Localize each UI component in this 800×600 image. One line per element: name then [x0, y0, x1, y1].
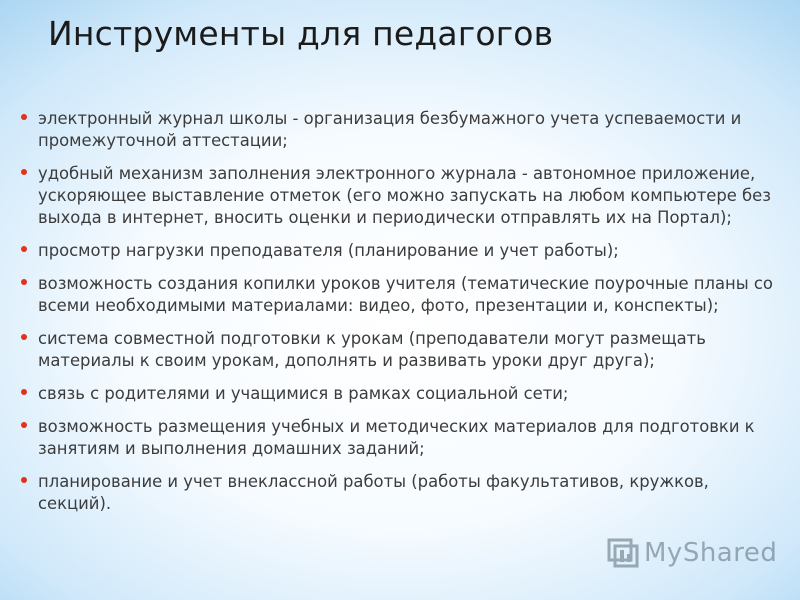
bullet-item [18, 240, 778, 262]
bullet-dot-icon [21, 279, 27, 285]
myshared-logo-icon [606, 536, 640, 570]
bullet-dot-icon [21, 477, 27, 483]
bullet-text: связь с родителями и учащимися в рамках социальной сети; [38, 384, 569, 403]
bullet-item [18, 416, 778, 460]
bullet-item [18, 273, 778, 317]
bullet-item [18, 383, 778, 405]
bullet-dot-icon [21, 389, 27, 395]
bullet-dot-icon [21, 246, 27, 252]
bullet-item [18, 108, 778, 152]
bullet-text: электронный журнал школы - организация безбумажного учета успеваемости и промежуточной аттестации; [38, 109, 742, 150]
bullet-text: планирование и учет внеклассной работы (работы факультативов, кружков, секций). [38, 472, 709, 513]
bullet-text: возможность создания копилки уроков учителя (тематические поурочные планы со всеми необходимыми материалами: видео, фото, презентации и, конспекты); [38, 274, 773, 315]
bullet-text: возможность размещения учебных и методических материалов для подготовки к занятиям и выполнения домашних заданий; [38, 417, 755, 458]
bullet-item [18, 163, 778, 229]
bullet-text: просмотр нагрузки преподавателя (планирование и учет работы); [38, 241, 619, 260]
bullet-list [18, 108, 778, 526]
watermark-text: MyShared [644, 538, 778, 568]
bullet-item [18, 328, 778, 372]
bullet-dot-icon [21, 114, 27, 120]
bullet-text: удобный механизм заполнения электронного журнала - автономное приложение, ускоряющее выставление отметок (его можно запускать на любом компьютере без выхода в интернет, вносить оценки и периодически отправлять их на Портал); [38, 164, 771, 227]
slide-title: Инструменты для педагогов [48, 14, 554, 53]
watermark [606, 536, 777, 570]
bullet-text: система совместной подготовки к урокам (преподаватели могут размещать материалы к своим урокам, дополнять и развивать уроки друг друга); [38, 329, 706, 370]
bullet-dot-icon [21, 169, 27, 175]
bullet-dot-icon [21, 334, 27, 340]
bullet-item [18, 471, 778, 515]
bullet-dot-icon [21, 422, 27, 428]
